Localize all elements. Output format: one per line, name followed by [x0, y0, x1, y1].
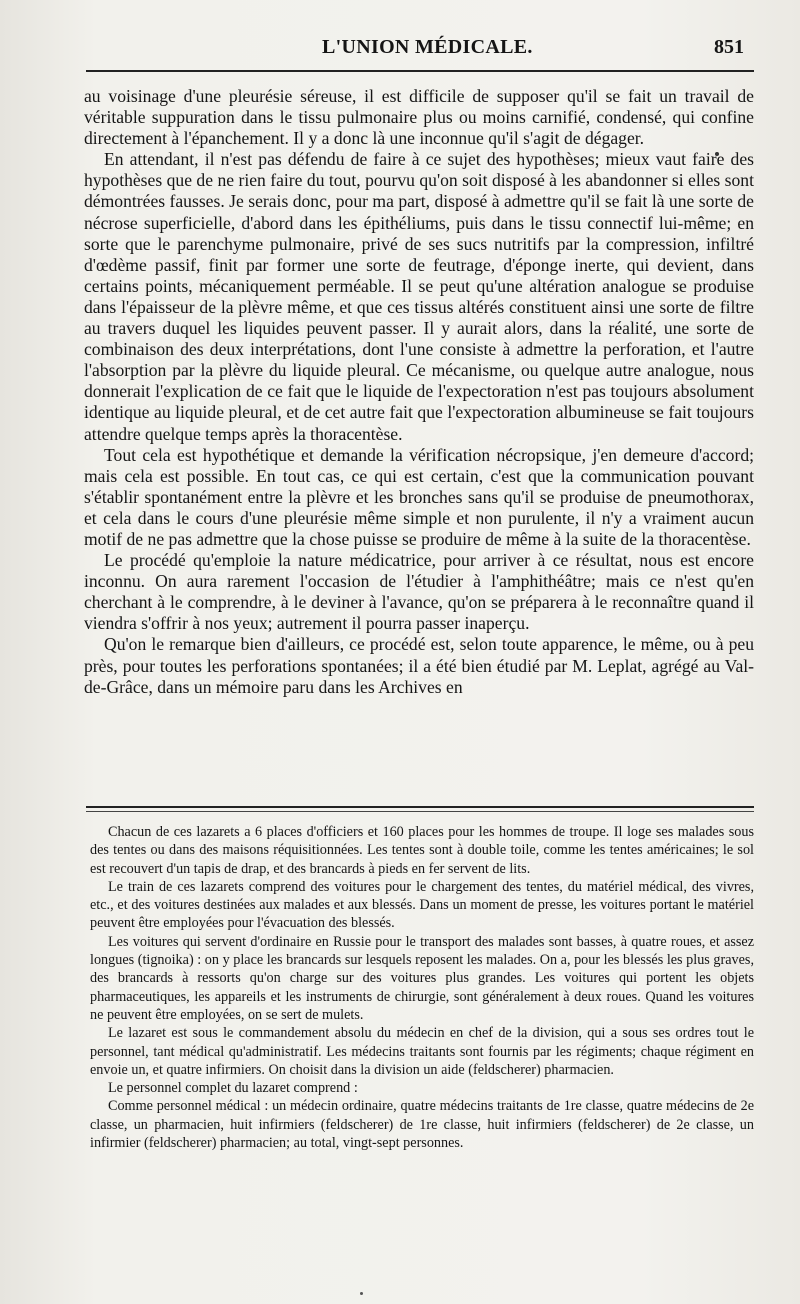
- body-paragraph: En attendant, il n'est pas défendu de faire à ce sujet des hypothèses; mieux vaut faire des hypothèses que de ne rien faire du tout, pourvu qu'on soit disposé à les abandonner si elles sont démontrées fausses. Je serais donc, pour ma part, disposé à admettre qu'il se fait là une sorte de nécrose superficielle, d'abord dans les épithéliums, puis dans le tissu connectif lui-même; en sorte que le parenchyme pulmonaire, privé de ses sucs nutritifs par la compression, infiltré d'œdème passif, finit par former une sorte de feutrage, d'éponge inerte, qui devient, dans certains points, mécaniquement perméable. Il se peut qu'une altération analogue se produise dans l'épaisseur de la plèvre même, et que ces tissus altérés constituent ainsi une sorte de filtre au travers duquel les liquides peuvent passer. Il y aurait alors, dans la réalité, une sorte de combinaison des deux interprétations, dont l'une consiste à admettre la perforation, et l'autre l'absorption par la plèvre du liquide pleural. Ce mécanisme, ou quelque autre analogue, nous donnerait l'explication de ce fait que le liquide de l'expectoration n'est pas toujours absolument identique au liquide pleural, et de cet autre fait que l'expectoration albumineuse se fait toujours attendre quelque temps après la thoracentèse.: [84, 149, 754, 444]
- footnote-paragraph: Comme personnel médical : un médecin ordinaire, quatre médecins traitants de 1re classe, quatre médecins de 2e classe, un pharmacien, huit infirmiers (feldscherer) de 1re classe, huit infirmiers (feldscherer) de 2e classe, un infirmier (feldscherer) pharmacien; au total, vingt-sept personnes.: [90, 1098, 754, 1152]
- header-rule: [86, 70, 754, 72]
- footnote-paragraph: Chacun de ces lazarets a 6 places d'officiers et 160 places pour les hommes de troupe. Il loge ses malades sous des tentes ou dans des maisons réquisitionnées. Les tentes sont à double toile, comme les tentes américaines; le sol est recouvert d'un tapis de drap, et des brancards à pieds en fer servent de lits.: [90, 824, 754, 877]
- body-paragraph: Tout cela est hypothétique et demande la vérification nécropsique, j'en demeure d'accord; mais cela est possible. En tout cas, ce qui est certain, c'est que la communication pouvant s'établir spontanément entre la plèvre et les bronches sans qu'il se produise de pneumothorax, et cela dans le cours d'une pleurésie même simple et non purulente, il n'y a vraiment aucun motif de ne pas admettre que la chose puisse se produire de même à la suite de la thoracentèse.: [84, 444, 754, 549]
- footnotes: [90, 823, 754, 1152]
- body-paragraph: Qu'on le remarque bien d'ailleurs, ce procédé est, selon toute apparence, le même, ou à peu près, pour toutes les perforations spontanées; il a été bien étudié par M. Leplat, agrégé au Val-de-Grâce, dans un mémoire paru dans les Archives en: [84, 634, 754, 697]
- running-title: L'UNION MÉDICALE.: [322, 36, 533, 58]
- footnote-paragraph: Le lazaret est sous le commandement absolu du médecin en chef de la division, qui a sous ses ordres tout le personnel, tant médical qu'administratif. Les médecins traitants sont fournis par les régiments; chaque régiment en envoie un, et quatre infirmiers. On choisit dans la division un aide (feldscherer) pharmacien.: [90, 1025, 754, 1078]
- footnote-paragraph: Le personnel complet du lazaret comprend :: [108, 1080, 358, 1097]
- body-paragraph: au voisinage d'une pleurésie séreuse, il est difficile de supposer qu'il se fait un travail de véritable suppuration dans le tissu pulmonaire plus ou moins carnifié, condensé, qui confine directement à l'épanchement. Il y a donc là une inconnue qu'il s'agit de dégager.: [84, 86, 754, 149]
- page-number: 851: [714, 36, 744, 58]
- body-paragraph: Le procédé qu'emploie la nature médicatrice, pour arriver à ce résultat, nous est encore inconnu. On aura rarement l'occasion de l'étudier à l'amphithéâtre; mais ce n'est qu'en cherchant à le comprendre, à le deviner à l'avance, qu'on se préparera à le reconnaître quand il viendra s'offrir à nos yeux; autrement il pourra passer inaperçu.: [84, 550, 754, 634]
- page-header: [0, 36, 800, 66]
- main-text: [84, 86, 754, 698]
- footnote-separator: [86, 806, 754, 812]
- footnote-paragraph: Les voitures qui servent d'ordinaire en Russie pour le transport des malades sont basses, à quatre roues, et assez longues (tignoika) : on y place les brancards sur lesquels reposent les malades. On a, pour les blessés les plus graves, des brancards à ressorts qu'on charge sur des voitures plus grandes. Les voitures qui portent les objets pharmaceutiques, les appareils et les instruments de chirurgie, sont généralement à deux roues. Quand les voitures ne peuvent être employées, on se sert de mulets.: [90, 933, 754, 1023]
- footnote-paragraph: Le train de ces lazarets comprend des voitures pour le chargement des tentes, du matériel médical, des vivres, etc., et des voitures destinées aux malades et aux blessés. Dans un moment de presse, les voitures portant le matériel peuvent être employées pour l'évacuation des blessés.: [90, 878, 754, 932]
- print-speck: [360, 1292, 363, 1295]
